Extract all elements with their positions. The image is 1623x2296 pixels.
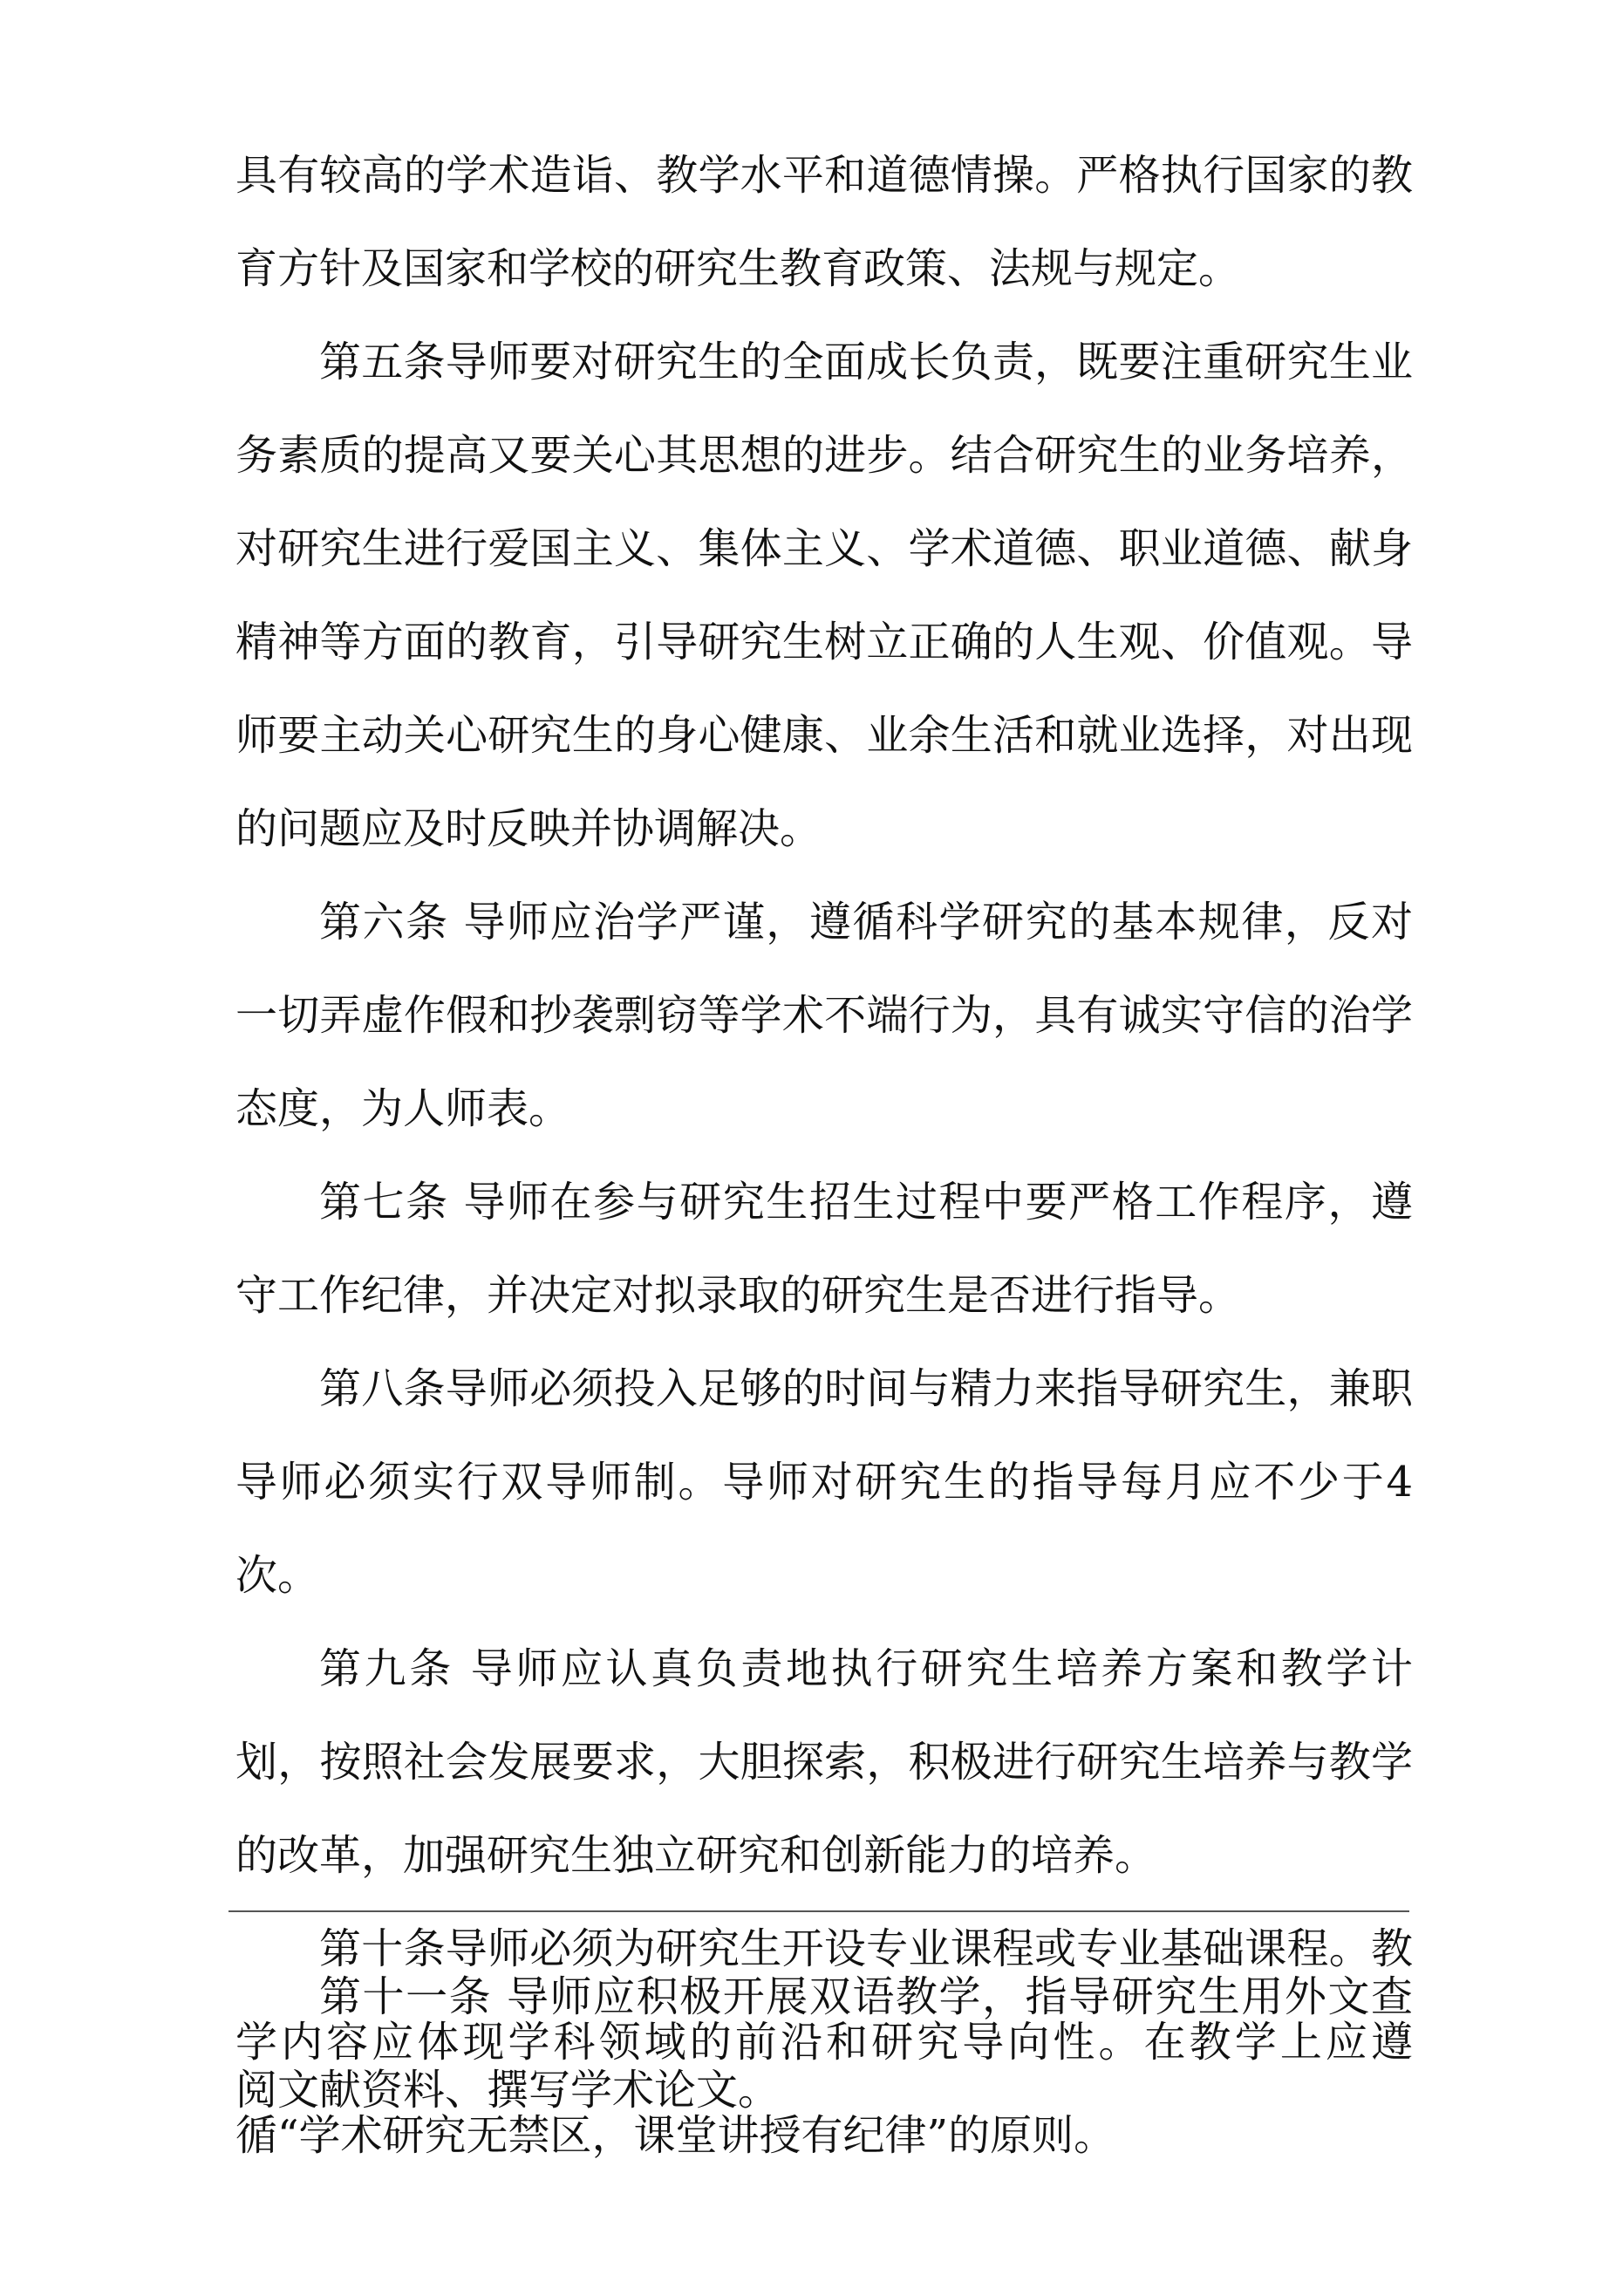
paragraph-article-10: 第十条导师必须为研究生开设专业课程或专业基础课程。教学内容应体现学科领域的前沿和研究导向性。在教学上应遵循“学术研究无禁区，课堂讲授有纪律”的原则。 (235, 1924, 1413, 2160)
horizontal-divider (228, 1910, 1409, 1912)
paragraph-continued: 具有较高的学术造诣、教学水平和道德情操。严格执行国家的教育方针及国家和学校的研究生教育政策、法规与规定。 (235, 151, 1413, 293)
lower-text-block (235, 1951, 1413, 2137)
paragraph-article-6: 第六条 导师应治学严谨，遵循科学研究的基本规律，反对一切弄虚作假和抄袭剽窃等学术不端行为，具有诚实守信的治学态度，为人师表。 (235, 898, 1413, 1133)
main-text-block (235, 129, 1413, 2183)
paragraph-article-5: 第五条导师要对研究生的全面成长负责，既要注重研究生业务素质的提高又要关心其思想的进步。结合研究生的业务培养，对研究生进行爱国主义、集体主义、学术道德、职业道德、献身精神等方面的教育，引导研究生树立正确的人生观、价值观。导师要主动关心研究生的身心健康、业余生活和就业选择，对出现的问题应及时反映并协调解决。 (235, 338, 1413, 853)
paragraph-article-11: 第十一条 导师应积极开展双语教学，指导研究生用外文查阅文献资料、撰写学术论文。 (235, 1972, 1413, 2115)
paragraph-article-8: 第八条导师必须投入足够的时间与精力来指导研究生，兼职导师必须实行双导师制。导师对研究生的指导每月应不少于4次。 (235, 1364, 1413, 1600)
paragraph-article-9: 第九条 导师应认真负责地执行研究生培养方案和教学计划，按照社会发展要求，大胆探索，积极进行研究生培养与教学的改革，加强研究生独立研究和创新能力的培养。 (235, 1644, 1413, 1880)
paragraph-article-7: 第七条 导师在参与研究生招生过程中要严格工作程序，遵守工作纪律，并决定对拟录取的研究生是否进行指导。 (235, 1178, 1413, 1320)
